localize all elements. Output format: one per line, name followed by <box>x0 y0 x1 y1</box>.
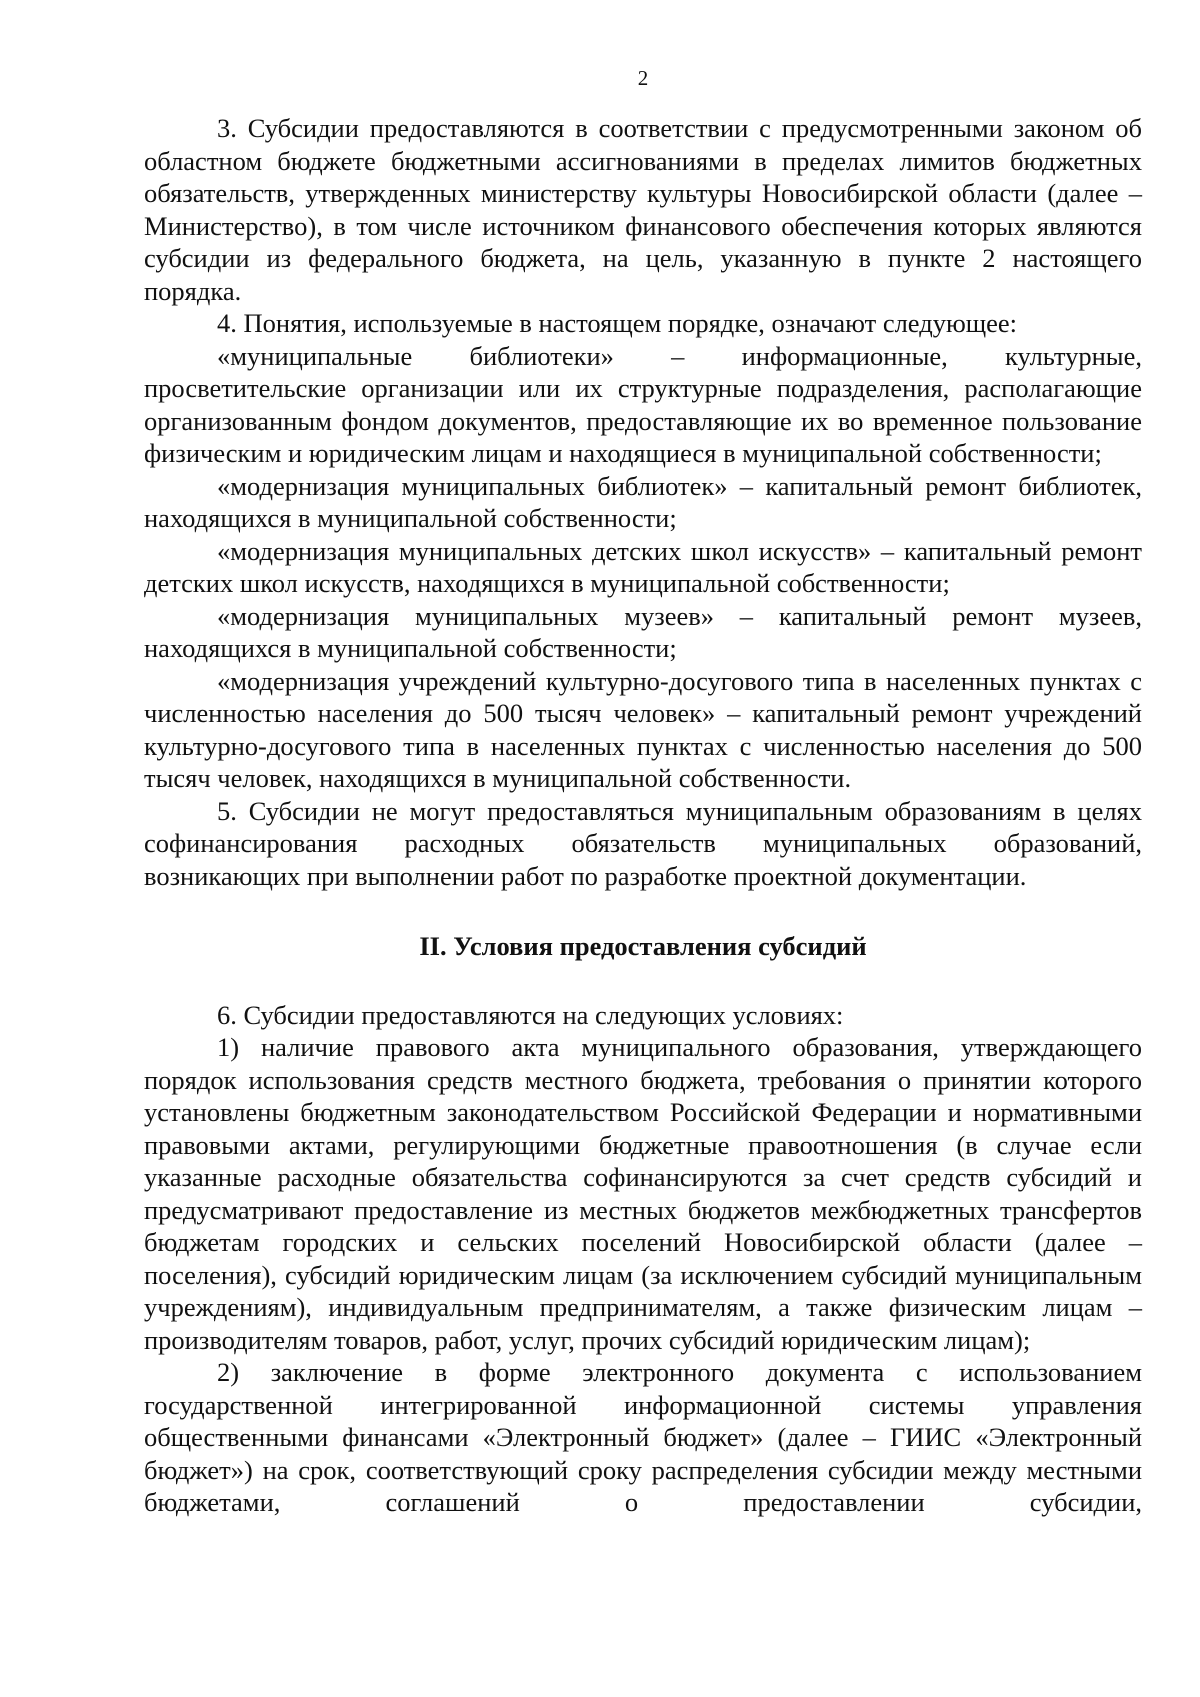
definition-library-modernization: «модернизация муниципальных библиотек» – капитальный ремонт библиотек, находящихся в муниципальной собственности; <box>144 470 1142 533</box>
page-number: 2 <box>637 66 649 90</box>
paragraph-item-5: 5. Субсидии не могут предоставляться муниципальным образованиям в целях софинансирования расходных обязательств муниципальных образований, возникающих при выполнении работ по разработке проектной документации. <box>144 795 1142 891</box>
condition-1: 1) наличие правового акта муниципального образования, утверждающего порядок использования средств местного бюджета, требования о принятии которого установлены бюджетным законодательством Российской Федерации и нормативными правовыми актами, регулирующими бюджетные правоотношения (в случае если указанные расходные обязательства софинансируются за счет средств субсидий и предусматривают предоставление из местных бюджетов межбюджетных трансфертов бюджетам городских и сельских поселений Новосибирской области (далее – поселения), субсидий юридическим лицам (за исключением субсидий муниципальным учреждениям), индивидуальным предпринимателям, а также физическим лицам – производителям товаров, работ, услуг, прочих субсидий юридическим лицам); <box>144 1032 1142 1355</box>
definition-museums-modernization: «модернизация муниципальных музеев» – капитальный ремонт музеев, находящихся в муниципальной собственности; <box>144 600 1142 663</box>
document-page <box>144 66 1142 1519</box>
definition-cultural-institutions-modernization: «модернизация учреждений культурно-досугового типа в населенных пунктах с численностью населения до 500 тысяч человек» – капитальный ремонт учреждений культурно-досугового типа в населенных пунктах с численностью населения до 500 тысяч человек, находящихся в муниципальной собственности. <box>144 665 1142 793</box>
section-heading: II. Условия предоставления субсидий <box>419 931 867 961</box>
definition-art-schools-modernization: «модернизация муниципальных детских школ искусств» – капитальный ремонт детских школ искусств, находящихся в муниципальной собственности; <box>144 535 1142 598</box>
paragraph-item-6: 6. Субсидии предоставляются на следующих условиях: <box>217 999 844 1030</box>
definition-libraries: «муниципальные библиотеки» – информационные, культурные, просветительские организации или их структурные подразделения, располагающие организованным фондом документов, предоставляющие их во временное пользование физическим и юридическим лицам и находящиеся в муниципальной собственности; <box>144 340 1142 468</box>
paragraph-item-4: 4. Понятия, используемые в настоящем порядке, означают следующее: <box>217 308 1018 338</box>
paragraph-item-3: 3. Субсидии предоставляются в соответствии с предусмотренными законом об областном бюджете бюджетными ассигнованиями в пределах лимитов бюджетных обязательств, утвержденных министерству культуры Новосибирской области (далее – Министерство), в том числе источником финансового обеспечения которых являются субсидии из федерального бюджета, на цель, указанную в пункте 2 настоящего порядка. <box>144 113 1142 306</box>
condition-2: 2) заключение в форме электронного документа с использованием государственной интегрированной информационной системы управления общественными финансами «Электронный бюджет» (далее – ГИИС «Электронный бюджет») на срок, соответствующий сроку распределения субсидии между местными бюджетами, соглашений о предоставлении субсидии, <box>144 1357 1142 1517</box>
